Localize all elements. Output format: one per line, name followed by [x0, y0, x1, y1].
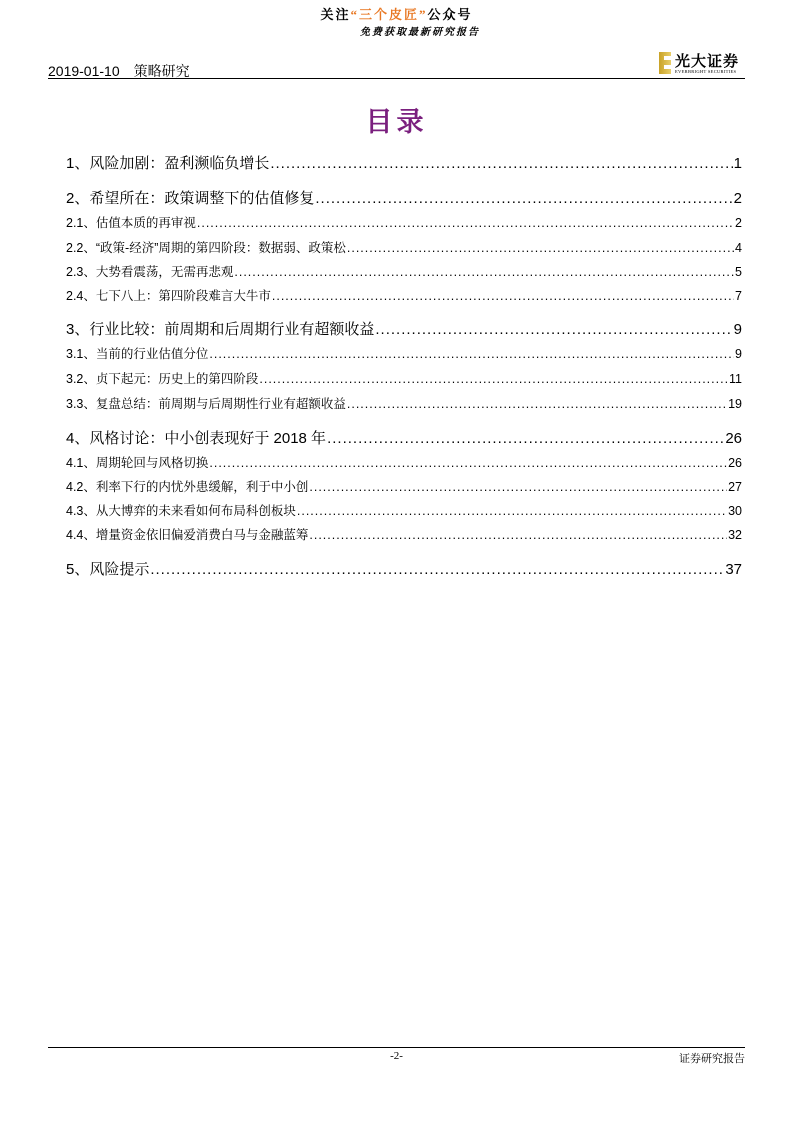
toc-label[interactable]: 4.3、从大博弈的未来看如何布局科创板块 [66, 504, 296, 518]
page-title: 目录 [365, 107, 428, 138]
toc-entry[interactable] [66, 286, 742, 304]
dot-leader [347, 397, 727, 411]
dot-leader [375, 321, 732, 338]
toc-page[interactable]: 27 [728, 480, 742, 494]
toc-page[interactable]: 37 [725, 561, 742, 578]
toc-label[interactable]: 3.2、贞下起元：历史上的第四阶段 [66, 372, 259, 386]
toc-page[interactable]: 9 [733, 321, 742, 338]
toc-page[interactable]: 2 [735, 216, 742, 230]
dot-leader [347, 241, 734, 255]
toc-entry[interactable] [66, 344, 742, 362]
dot-leader [259, 372, 728, 386]
dot-leader [309, 480, 727, 494]
dot-leader [297, 504, 727, 518]
toc-label[interactable]: 2.4、七下八上：第四阶段难言大牛市 [66, 289, 271, 303]
toc-label[interactable]: 2、希望所在：政策调整下的估值修复 [66, 190, 315, 207]
toc-entry[interactable] [66, 213, 742, 231]
toc-entry[interactable] [66, 525, 742, 543]
toc-label[interactable]: 3.3、复盘总结：前周期与后周期性行业有超额收益 [66, 397, 346, 411]
dot-leader [315, 190, 732, 207]
promo-banner [0, 4, 793, 23]
toc-page[interactable]: 11 [729, 372, 742, 386]
toc-entry[interactable] [66, 453, 742, 471]
toc-label[interactable]: 2.2、“政策-经济”周期的第四阶段：数据弱、政策松 [66, 241, 346, 255]
toc-label[interactable]: 4.4、增量资金依旧偏爱消费白马与金融蓝筹 [66, 528, 309, 542]
toc-page[interactable]: 19 [728, 397, 742, 411]
banner-prefix: 关注 [320, 7, 351, 22]
toc-page[interactable]: 26 [728, 456, 742, 470]
toc-label[interactable]: 5、风险提示 [66, 561, 150, 578]
dot-leader [270, 155, 732, 172]
footer-doc-type: 证券研究报告 [679, 1053, 745, 1065]
banner-highlight: “三个皮匠” [350, 7, 428, 22]
dot-leader [209, 347, 734, 361]
logo-mark-icon [659, 52, 671, 74]
toc-page[interactable]: 9 [735, 347, 742, 361]
toc-entry[interactable] [66, 394, 742, 412]
toc-entry[interactable] [66, 558, 742, 579]
toc-entry[interactable] [66, 477, 742, 495]
toc-label[interactable]: 3、行业比较：前周期和后周期行业有超额收益 [66, 321, 375, 338]
dot-leader [209, 456, 727, 470]
toc-label[interactable]: 2.3、大势看震荡，无需再悲观 [66, 265, 234, 279]
toc-label[interactable]: 4、风格讨论：中小创表现好于 2018 年 [66, 430, 327, 447]
dot-leader [150, 561, 724, 578]
everbright-logo [659, 52, 745, 76]
toc-entry[interactable] [66, 318, 742, 339]
page-number: -2- [390, 1050, 403, 1062]
toc-entry[interactable] [66, 369, 742, 387]
report-date: 2019-01-10 [48, 63, 120, 79]
toc-label[interactable]: 4.1、周期轮回与风格切换 [66, 456, 209, 470]
toc-label[interactable]: 3.1、当前的行业估值分位 [66, 347, 209, 361]
toc-label[interactable]: 2.1、估值本质的再审视 [66, 216, 196, 230]
toc-page[interactable]: 1 [733, 155, 742, 172]
dot-leader [272, 289, 734, 303]
toc-label[interactable]: 4.2、利率下行的内忧外患缓解，利于中小创 [66, 480, 309, 494]
dot-leader [327, 430, 724, 447]
toc-entry[interactable] [66, 238, 742, 256]
toc-page[interactable]: 26 [725, 430, 742, 447]
banner-subline: 免费获取最新研究报告 [360, 27, 480, 38]
toc-entry[interactable] [66, 262, 742, 280]
toc-page[interactable]: 30 [728, 504, 742, 518]
toc-entry[interactable] [66, 501, 742, 519]
logo-cn: 光大证券 [675, 54, 740, 70]
toc-label[interactable]: 1、风险加剧：盈利濒临负增长 [66, 155, 270, 172]
toc-page[interactable]: 32 [728, 528, 742, 542]
toc-page[interactable]: 5 [735, 265, 742, 279]
dot-leader [234, 265, 734, 279]
logo-en: EVERBRIGHT SECURITIES [675, 69, 737, 74]
footer-divider [48, 1047, 745, 1048]
report-category: 策略研究 [133, 63, 190, 79]
dot-leader [197, 216, 734, 230]
toc-page[interactable]: 4 [735, 241, 742, 255]
toc-page[interactable]: 7 [735, 289, 742, 303]
dot-leader [309, 528, 727, 542]
toc-entry[interactable] [66, 427, 742, 448]
toc-page[interactable]: 2 [733, 190, 742, 207]
toc-entry[interactable] [66, 152, 742, 173]
toc-entry[interactable] [66, 187, 742, 208]
header-divider [48, 78, 745, 79]
banner-suffix: 公众号 [427, 7, 473, 22]
